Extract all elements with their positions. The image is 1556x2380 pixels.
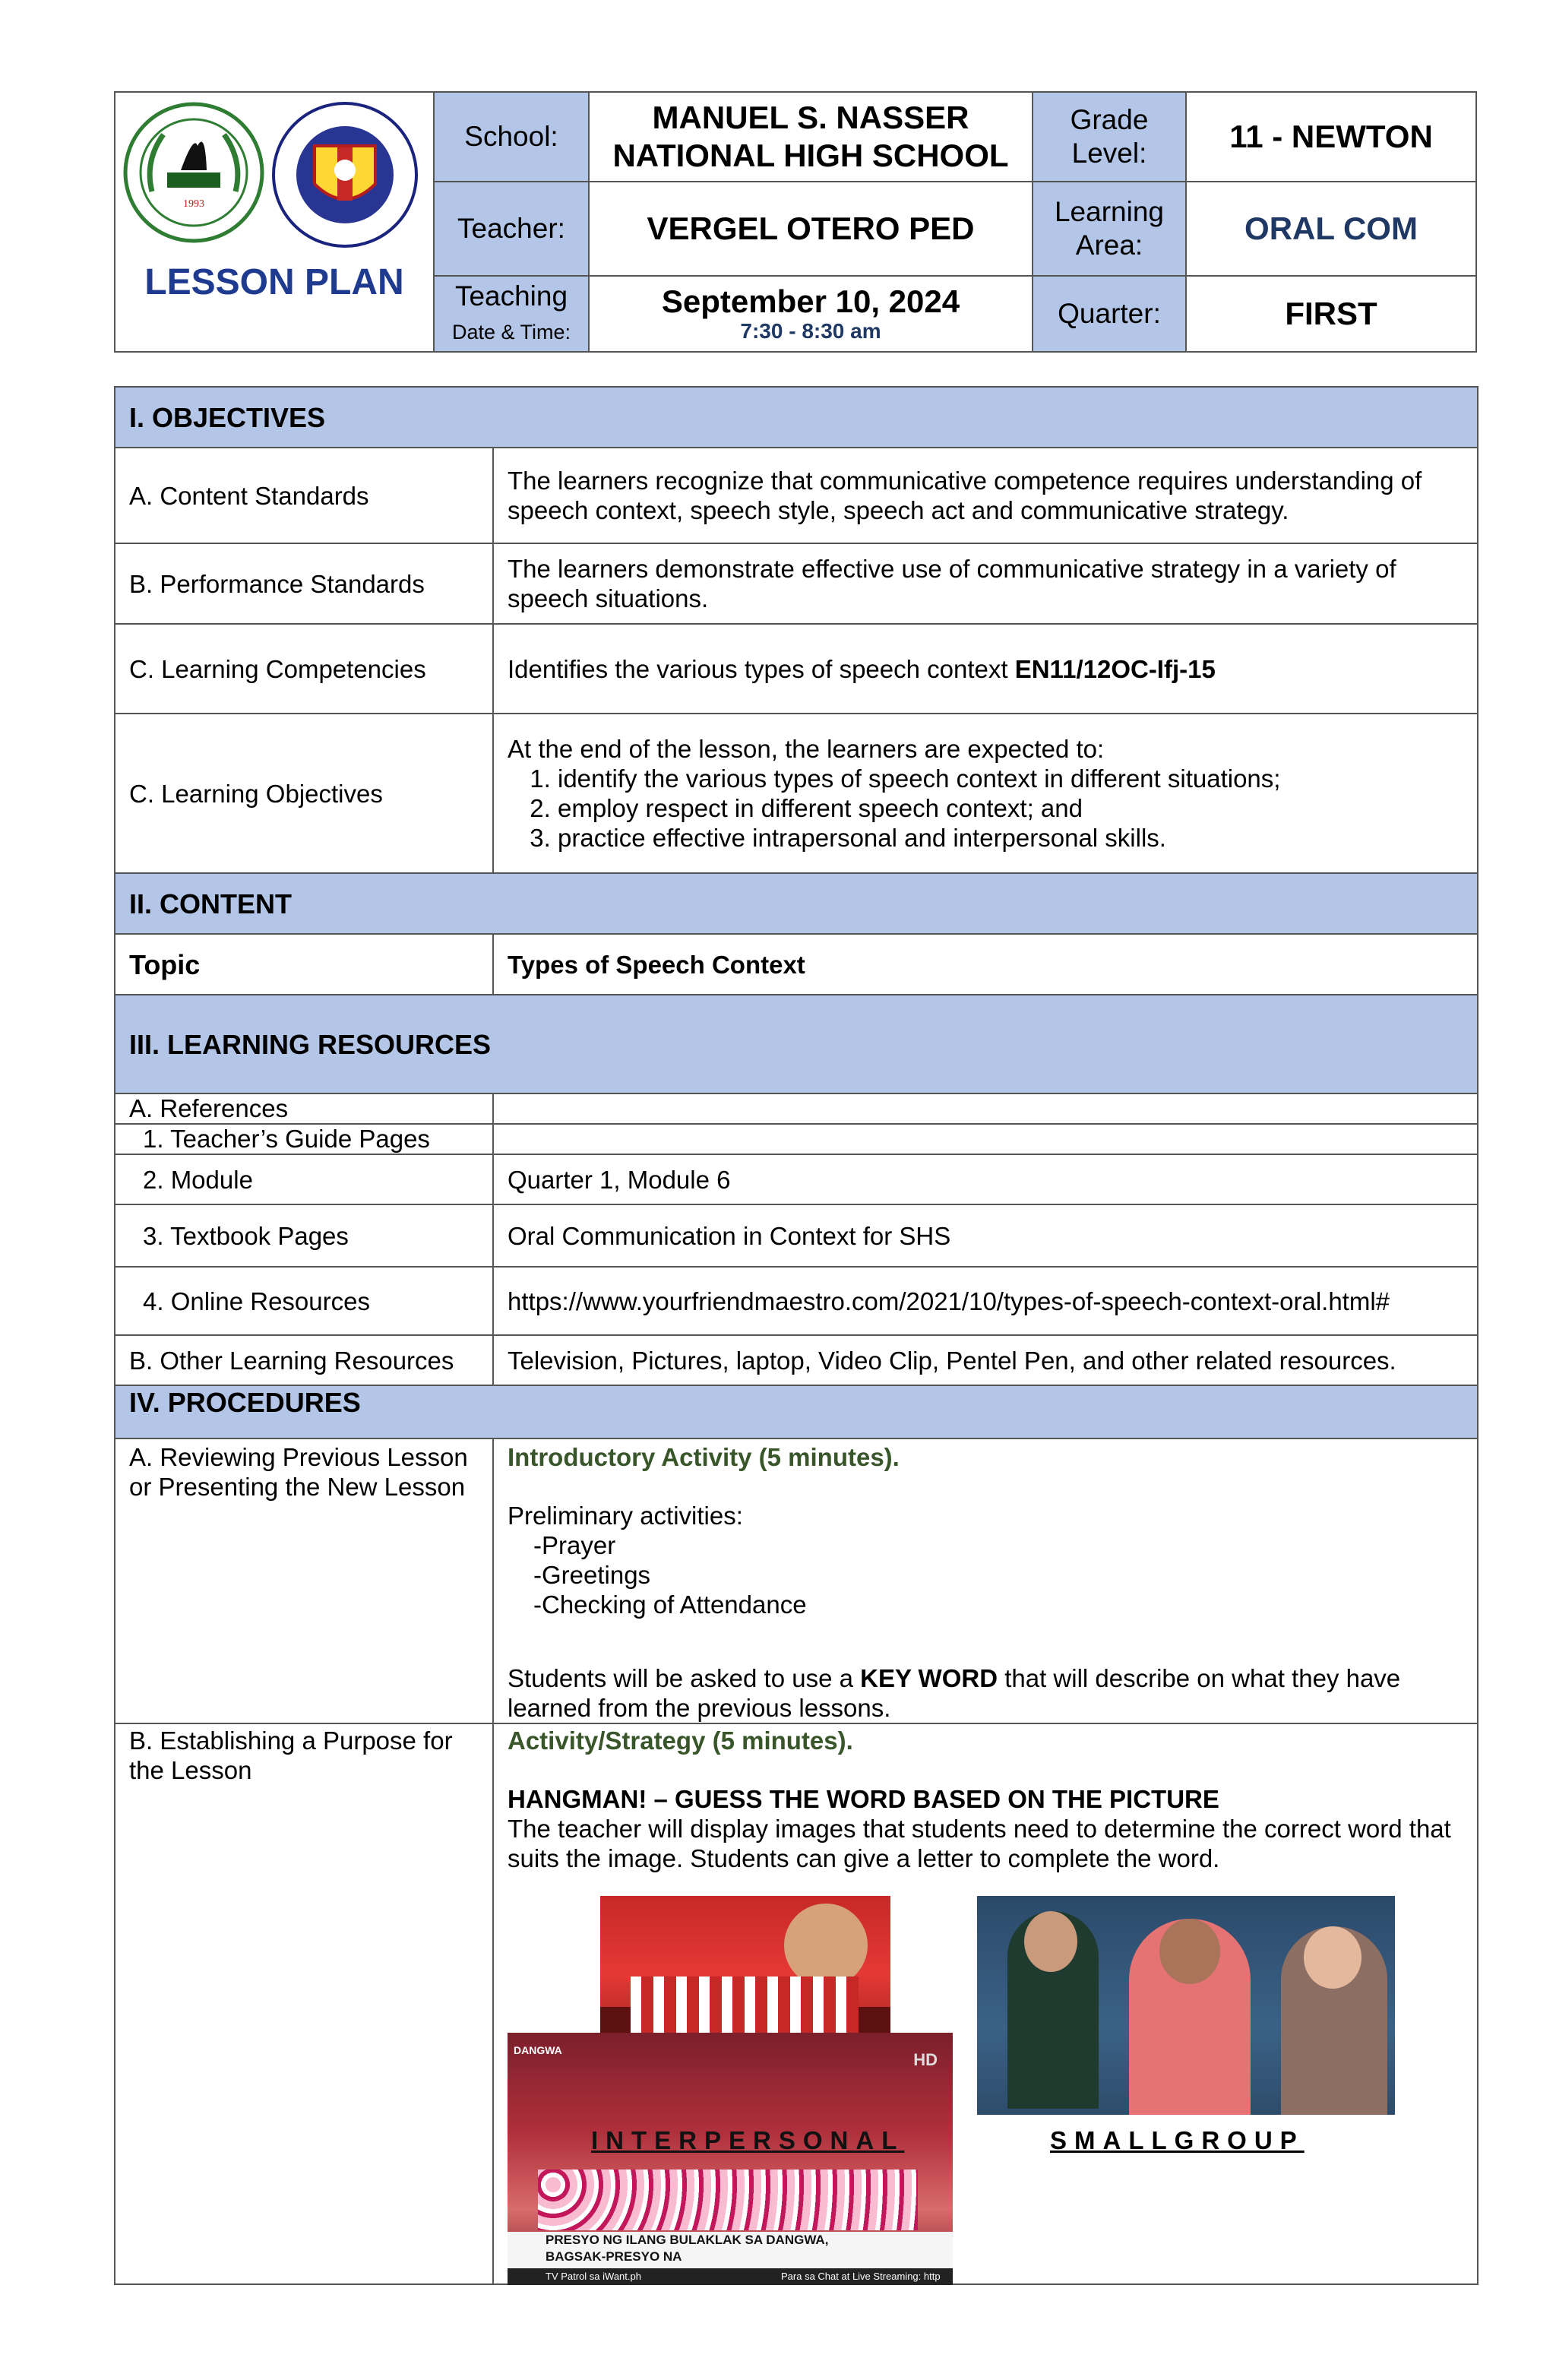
learning-competencies-label: C. Learning Competencies bbox=[115, 624, 493, 714]
procedure-b-label: B. Establishing a Purpose for the Lesson bbox=[115, 1723, 493, 2284]
quarter-value: FIRST bbox=[1186, 276, 1476, 352]
area-label: Learning Area: bbox=[1033, 182, 1186, 276]
grade-label: Grade Level: bbox=[1033, 92, 1186, 182]
key-word: KEY WORD bbox=[860, 1664, 998, 1692]
procedure-a-activity: Introductory Activity (5 minutes). bbox=[508, 1443, 900, 1471]
crowd bbox=[631, 1976, 859, 2037]
procedure-b-cell bbox=[493, 1723, 1478, 2284]
school-seal-logo bbox=[122, 100, 266, 245]
online-resources-label: 4. Online Resources bbox=[115, 1267, 493, 1335]
objective-item: 2. employ respect in different speech context; and bbox=[558, 793, 1463, 823]
caption-interpersonal: INTERPERSONAL bbox=[591, 2126, 905, 2154]
news-banner-line2: BAGSAK-PRESYO NA bbox=[546, 2249, 682, 2264]
resources-heading: III. LEARNING RESOURCES bbox=[115, 995, 1478, 1093]
school-value: MANUEL S. NASSER NATIONAL HIGH SCHOOL bbox=[589, 92, 1033, 182]
datetime-label-line2: Date & Time: bbox=[451, 320, 571, 343]
prelim-item: -Checking of Attendance bbox=[533, 1590, 807, 1619]
grade-value: 11 - NEWTON bbox=[1186, 92, 1476, 182]
content-standards-text: The learners recognize that communicative competence requires understanding of speech context, speech style, speech act and communicative strategy. bbox=[493, 448, 1478, 543]
hangman-text: The teacher will display images that students need to determine the correct word that suits the image. Students can give a letter to complete the word. bbox=[508, 1815, 1451, 1872]
deped-seal-logo bbox=[270, 100, 419, 249]
other-resources-label: B. Other Learning Resources bbox=[115, 1335, 493, 1385]
news-ticker-text: TV Patrol sa iWant.ph bbox=[546, 2271, 641, 2282]
header-table bbox=[114, 91, 1477, 353]
procedure-b-activity: Activity/Strategy (5 minutes). bbox=[508, 1726, 853, 1755]
textbook-label: 3. Textbook Pages bbox=[115, 1204, 493, 1267]
caption-smallgroup: SMALLGROUP bbox=[1050, 2126, 1305, 2154]
procedure-a-prelim: Preliminary activities: bbox=[508, 1502, 743, 1530]
online-resources-value: https://www.yourfriendmaestro.com/2021/10/types-of-speech-context-oral.html# bbox=[493, 1267, 1478, 1335]
teacher-label: Teacher: bbox=[434, 182, 589, 276]
lesson-table bbox=[114, 386, 1479, 2285]
date-value: September 10, 2024 bbox=[661, 283, 960, 319]
person-middle-face bbox=[1159, 1919, 1220, 1984]
news-banner-line1: PRESYO NG ILANG BULAKLAK SA DANGWA, bbox=[546, 2233, 829, 2247]
small-group-photo bbox=[977, 1896, 1395, 2115]
competency-code: EN11/12OC-Ifj-15 bbox=[1014, 654, 1216, 683]
performance-standards-label: B. Performance Standards bbox=[115, 543, 493, 624]
prelim-item: -Greetings bbox=[533, 1561, 651, 1589]
textbook-value: Oral Communication in Context for SHS bbox=[493, 1204, 1478, 1267]
learning-competencies-cell bbox=[493, 624, 1478, 714]
other-resources-value: Television, Pictures, laptop, Video Clip, Pentel Pen, and other related resources. bbox=[493, 1335, 1478, 1385]
procedures-heading: IV. PROCEDURES bbox=[115, 1385, 1478, 1438]
teachers-guide-label: 1. Teacher’s Guide Pages bbox=[115, 1124, 493, 1154]
hangman-title: HANGMAN! – GUESS THE WORD BASED ON THE PICTURE bbox=[508, 1785, 1219, 1813]
module-label: 2. Module bbox=[115, 1154, 493, 1204]
svg-text:1993: 1993 bbox=[183, 198, 204, 210]
news-ticker-text-2: Para sa Chat at Live Streaming: http bbox=[781, 2271, 941, 2282]
datetime-value bbox=[589, 276, 1033, 352]
module-value: Quarter 1, Module 6 bbox=[493, 1154, 1478, 1204]
quarter-label: Quarter: bbox=[1033, 276, 1186, 352]
procedure-a-text bbox=[508, 1663, 1463, 1723]
objective-item: 1. identify the various types of speech context in different situations; bbox=[558, 764, 1463, 793]
topic-value: Types of Speech Context bbox=[493, 934, 1478, 995]
news-ticker bbox=[508, 2268, 953, 2285]
teacher-value: VERGEL OTERO PED bbox=[589, 182, 1033, 276]
datetime-label-line1: Teaching bbox=[454, 280, 568, 312]
news-tag: DANGWA bbox=[514, 2044, 562, 2056]
picture-area bbox=[508, 1873, 1463, 2283]
objective-item: 3. practice effective intrapersonal and interpersonal skills. bbox=[558, 823, 1463, 853]
school-label: School: bbox=[434, 92, 589, 182]
content-heading: II. CONTENT bbox=[115, 873, 1478, 934]
objectives-heading: I. OBJECTIVES bbox=[115, 387, 1478, 448]
hd-tag: HD bbox=[913, 2050, 938, 2069]
logo-cell bbox=[115, 92, 434, 352]
person-left-face bbox=[1024, 1911, 1077, 1972]
topic-label: Topic bbox=[115, 934, 493, 995]
time-value: 7:30 - 8:30 am bbox=[740, 319, 881, 343]
references-value bbox=[493, 1093, 1478, 1124]
content-standards-label: A. Content Standards bbox=[115, 448, 493, 543]
teachers-guide-value bbox=[493, 1124, 1478, 1154]
area-value: ORAL COM bbox=[1186, 182, 1476, 276]
person-right-face bbox=[1304, 1926, 1362, 1989]
learning-competencies-text: Identifies the various types of speech context bbox=[508, 654, 1015, 683]
datetime-label bbox=[434, 276, 589, 352]
learning-objectives-label: C. Learning Objectives bbox=[115, 714, 493, 873]
procedure-a-cell bbox=[493, 1438, 1478, 1723]
news-banner bbox=[508, 2232, 953, 2268]
references-label: A. References bbox=[115, 1093, 493, 1124]
procedure-a-text-2: that will describe on what they have learned from the previous lessons. bbox=[508, 1664, 1401, 1722]
learning-objectives-cell bbox=[493, 714, 1478, 873]
procedure-a-label: A. Reviewing Previous Lesson or Presenting the New Lesson bbox=[115, 1438, 493, 1723]
performance-standards-text: The learners demonstrate effective use of communicative strategy in a variety of speech situations. bbox=[493, 543, 1478, 624]
speaker-face bbox=[784, 1904, 868, 1987]
procedure-a-text-1: Students will be asked to use a bbox=[508, 1664, 861, 1692]
lesson-plan-title: LESSON PLAN bbox=[144, 262, 404, 302]
objectives-list bbox=[508, 764, 1463, 853]
objectives-intro: At the end of the lesson, the learners are expected to: bbox=[508, 735, 1105, 763]
news-flower-photo bbox=[508, 2033, 953, 2285]
flowers bbox=[538, 2170, 918, 2230]
prelim-item: -Prayer bbox=[533, 1531, 616, 1559]
